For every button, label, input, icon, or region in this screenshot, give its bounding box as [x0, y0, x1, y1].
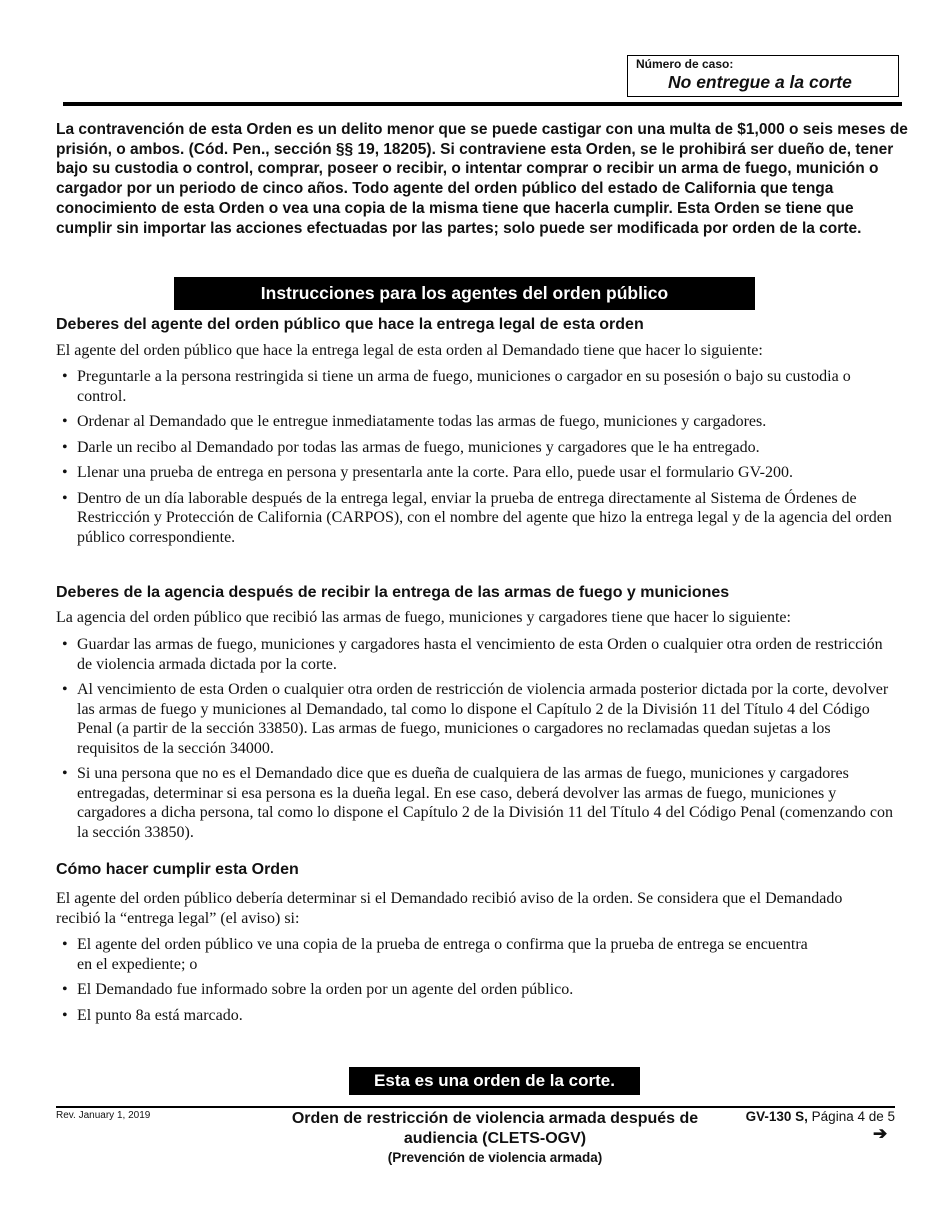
list-item: • Guardar las armas de fuego, municiones y cargadores hasta el vencimiento de esta Orden o cualquier otra orden de restricción de violencia armada dictada por la corte. — [56, 635, 896, 674]
court-order-banner: Esta es una orden de la corte. — [349, 1067, 640, 1095]
section3-intro: El agente del orden público debería determinar si el Demandado recibió aviso de la orden. Se considera que el Demandado recibió la “entrega legal” (el aviso) si: — [56, 890, 843, 927]
list-item: • El Demandado fue informado sobre la orden por un agente del orden público. — [56, 980, 816, 1000]
section2-list — [56, 635, 896, 848]
case-number-label: Número de caso: — [636, 57, 734, 71]
case-number-box — [627, 55, 899, 97]
list-item: • Al vencimiento de esta Orden o cualquier otra orden de restricción de violencia armada posterior dictada por la corte, devolver las armas de fuego y municiones al Demandado, tal como lo dispone el Capítulo 2 de la División 11 del Título 4 del Código Penal (a partir de la sección 33850). Las armas de fuego, municiones o cargadores no reclamadas quedan sujetas a los requisitos de la sección 34000. — [56, 680, 896, 758]
section3-heading: Cómo hacer cumplir esta Orden — [56, 861, 299, 878]
revision-date: Rev. January 1, 2019 — [56, 1110, 151, 1121]
list-item: • Preguntarle a la persona restringida si tiene un arma de fuego, municiones o cargador en su posesión o bajo su custodia o control. — [56, 367, 896, 406]
list-item: • Si una persona que no es el Demandado dice que es dueña de cualquiera de las armas de fuego, municiones y cargadores entregadas, determinar si esa persona es la dueña legal. En ese caso, deberá devolver las armas de fuego, municiones y cargadores a dicha persona, tal como lo dispone el Capítulo 2 de la División 11 del Título 4 del Código Penal (comenzando con la sección 33850). — [56, 764, 896, 842]
section1-heading: Deberes del agente del orden público que hace la entrega legal de esta orden — [56, 316, 644, 333]
form-title — [280, 1109, 710, 1166]
instructions-banner: Instrucciones para los agentes del orden público — [174, 277, 755, 310]
list-item: • Ordenar al Demandado que le entregue inmediatamente todas las armas de fuego, municiones y cargadores. — [56, 412, 896, 432]
form-code: GV-130 S, — [745, 1109, 808, 1124]
form-subtitle: (Prevención de violencia armada) — [387, 1150, 603, 1165]
section1-list — [56, 367, 896, 553]
footer-rule — [56, 1106, 895, 1108]
section3-list — [56, 935, 816, 1031]
header-rule — [63, 102, 902, 106]
section2-heading: Deberes de la agencia después de recibir la entrega de las armas de fuego y municiones — [56, 584, 730, 601]
next-page-arrow-icon: ➔ — [873, 1124, 888, 1143]
section1-intro: El agente del orden público que hace la entrega legal de esta orden al Demandado tiene que hacer lo siguiente: — [56, 342, 763, 359]
form-title-text: Orden de restricción de violencia armada después de audiencia (CLETS-OGV) — [291, 1110, 699, 1147]
list-item: • Llenar una prueba de entrega en persona y presentarla ante la corte. Para ello, puede usar el formulario GV-200. — [56, 463, 896, 483]
case-number-value: No entregue a la corte — [668, 72, 852, 92]
list-item: • Darle un recibo al Demandado por todas las armas de fuego, municiones y cargadores que le ha entregado. — [56, 438, 896, 458]
list-item: • El agente del orden público ve una copia de la prueba de entrega o confirma que la prueba de entrega se encuentra en el expediente; o — [56, 935, 816, 974]
warning-paragraph: La contravención de esta Orden es un delito menor que se puede castigar con una multa de $1,000 o seis meses de prisión, o ambos. (Cód. Pen., sección §§ 19, 18205). Si contraviene esta Orden, se le prohibirá ser dueño de, tener bajo su custodia o control, comprar, poseer o recibir, o intentar comprar o recibir un arma de fuego, munición o cargador por un periodo de cinco años. Todo agente del orden público del estado de California que tenga conocimiento de esta Orden o vea una copia de la misma tiene que hacerla cumplir. Esta Orden se tiene que cumplir sin importar las acciones efectuadas por las partes; solo puede ser modificada por orden de la corte. — [56, 121, 908, 237]
page-number: Página 4 de 5 — [811, 1109, 895, 1124]
section2-intro: La agencia del orden público que recibió las armas de fuego, municiones y cargadores tiene que hacer lo siguiente: — [56, 609, 791, 626]
form-page-info — [720, 1109, 895, 1124]
list-item: • El punto 8a está marcado. — [56, 1006, 816, 1026]
list-item: • Dentro de un día laborable después de la entrega legal, enviar la prueba de entrega directamente al Sistema de Órdenes de Restricción y Protección de California (CARPOS), con el nombre del agente que hizo la entrega legal y de la agencia del orden público correspondiente. — [56, 489, 896, 548]
